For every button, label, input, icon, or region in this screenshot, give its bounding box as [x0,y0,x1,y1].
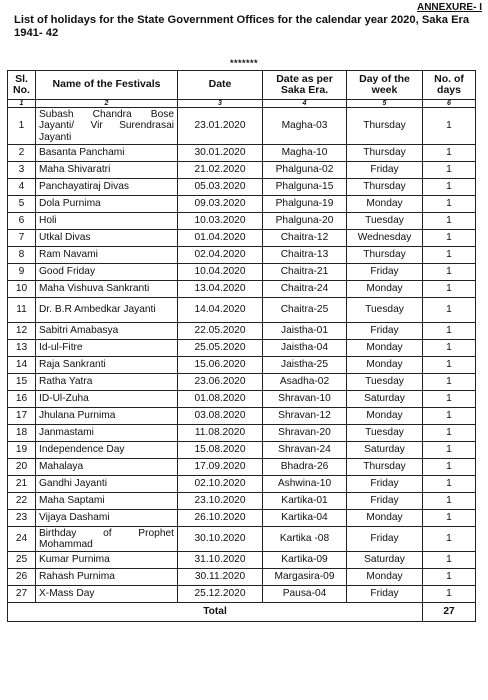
cell-days: 1 [423,298,476,323]
table-row [8,213,476,230]
cell-days: 1 [423,374,476,391]
cell-festival-name: Good Friday [36,264,178,281]
cell-saka-date: Jaistha-25 [263,357,347,374]
cell-sl: 16 [8,391,36,408]
table-row [8,552,476,569]
table-row [8,374,476,391]
cell-weekday: Friday [347,476,423,493]
table-row [8,196,476,213]
cell-days: 1 [423,586,476,603]
cell-saka-date: Shravan-12 [263,408,347,425]
cell-date: 23.01.2020 [178,108,263,145]
table-row [8,510,476,527]
cell-saka-date: Kartika -08 [263,527,347,552]
cell-weekday: Monday [347,281,423,298]
header-saka: Date as per Saka Era. [263,71,347,100]
cell-date: 01.04.2020 [178,230,263,247]
table-row [8,586,476,603]
table-row [8,108,476,145]
holiday-rows [8,108,476,603]
table-row [8,391,476,408]
table-row [8,281,476,298]
cell-weekday: Friday [347,323,423,340]
cell-date: 13.04.2020 [178,281,263,298]
cell-weekday: Friday [347,493,423,510]
cell-date: 30.10.2020 [178,527,263,552]
total-label: Total [8,603,423,622]
cell-weekday: Tuesday [347,374,423,391]
cell-weekday: Tuesday [347,298,423,323]
table-row [8,459,476,476]
cell-date: 23.06.2020 [178,374,263,391]
cell-days: 1 [423,459,476,476]
cell-date: 25.05.2020 [178,340,263,357]
header-days: No. of days [423,71,476,100]
cell-saka-date: Chaitra-12 [263,230,347,247]
cell-sl: 4 [8,179,36,196]
cell-weekday: Saturday [347,391,423,408]
table-row [8,179,476,196]
cell-sl: 3 [8,162,36,179]
header-sl: Sl. No. [8,71,36,100]
cell-sl: 5 [8,196,36,213]
cell-sl: 19 [8,442,36,459]
cell-weekday: Monday [347,357,423,374]
table-row [8,298,476,323]
cell-saka-date: Phalguna-15 [263,179,347,196]
cell-saka-date: Kartika-09 [263,552,347,569]
cell-saka-date: Chaitra-24 [263,281,347,298]
cell-sl: 27 [8,586,36,603]
header-row [8,71,476,100]
cell-days: 1 [423,323,476,340]
cell-sl: 1 [8,108,36,145]
table-row [8,145,476,162]
cell-festival-name: Maha Saptami [36,493,178,510]
cell-weekday: Friday [347,586,423,603]
cell-date: 15.06.2020 [178,357,263,374]
cell-saka-date: Kartika-01 [263,493,347,510]
cell-festival-name: Raja Sankranti [36,357,178,374]
cell-days: 1 [423,552,476,569]
table-row [8,357,476,374]
cell-festival-name: X-Mass Day [36,586,178,603]
cell-days: 1 [423,179,476,196]
cell-date: 09.03.2020 [178,196,263,213]
cell-date: 01.08.2020 [178,391,263,408]
cell-sl: 8 [8,247,36,264]
cell-sl: 21 [8,476,36,493]
cell-festival-name: Sabitri Amabasya [36,323,178,340]
cell-sl: 26 [8,569,36,586]
cell-days: 1 [423,391,476,408]
cell-saka-date: Asadha-02 [263,374,347,391]
cell-saka-date: Chaitra-21 [263,264,347,281]
cell-days: 1 [423,247,476,264]
cell-days: 1 [423,425,476,442]
cell-festival-name: Ratha Yatra [36,374,178,391]
cell-saka-date: Jaistha-01 [263,323,347,340]
cell-days: 1 [423,108,476,145]
column-index: 2 [36,100,178,108]
cell-weekday: Monday [347,340,423,357]
cell-saka-date: Jaistha-04 [263,340,347,357]
cell-festival-name: Utkal Divas [36,230,178,247]
cell-date: 10.04.2020 [178,264,263,281]
header-date: Date [178,71,263,100]
cell-date: 31.10.2020 [178,552,263,569]
cell-weekday: Monday [347,510,423,527]
cell-date: 14.04.2020 [178,298,263,323]
cell-days: 1 [423,442,476,459]
cell-festival-name: Subash Chandra Bose Jayanti/ Vir Surendrasai Jayanti [36,108,178,145]
table-row [8,408,476,425]
cell-sl: 14 [8,357,36,374]
cell-date: 05.03.2020 [178,179,263,196]
cell-weekday: Thursday [347,247,423,264]
table-row [8,527,476,552]
cell-date: 02.10.2020 [178,476,263,493]
cell-weekday: Monday [347,408,423,425]
cell-festival-name: Jhulana Purnima [36,408,178,425]
cell-festival-name: Ram Navami [36,247,178,264]
cell-weekday: Monday [347,569,423,586]
cell-date: 25.12.2020 [178,586,263,603]
cell-days: 1 [423,527,476,552]
cell-sl: 12 [8,323,36,340]
cell-days: 1 [423,357,476,374]
cell-sl: 9 [8,264,36,281]
cell-saka-date: Kartika-04 [263,510,347,527]
separator-stars: ******* [229,58,259,68]
cell-saka-date: Phalguna-20 [263,213,347,230]
cell-sl: 17 [8,408,36,425]
cell-festival-name: Gandhi Jayanti [36,476,178,493]
column-index: 6 [423,100,476,108]
table-row [8,230,476,247]
cell-date: 22.05.2020 [178,323,263,340]
cell-date: 21.02.2020 [178,162,263,179]
cell-weekday: Tuesday [347,425,423,442]
cell-date: 11.08.2020 [178,425,263,442]
table-row [8,247,476,264]
cell-days: 1 [423,162,476,179]
cell-festival-name: Independence Day [36,442,178,459]
table-row [8,493,476,510]
cell-days: 1 [423,408,476,425]
cell-sl: 6 [8,213,36,230]
cell-sl: 23 [8,510,36,527]
cell-days: 1 [423,196,476,213]
cell-date: 10.03.2020 [178,213,263,230]
cell-saka-date: Shravan-20 [263,425,347,442]
table-row [8,264,476,281]
cell-days: 1 [423,493,476,510]
document-title: List of holidays for the State Government Offices for the calendar year 2020, Saka Era 1941- 42 [14,14,470,39]
cell-festival-name: Panchayatiraj Divas [36,179,178,196]
cell-festival-name: Rahash Purnima [36,569,178,586]
cell-saka-date: Phalguna-02 [263,162,347,179]
cell-days: 1 [423,213,476,230]
column-index: 5 [347,100,423,108]
cell-sl: 25 [8,552,36,569]
cell-date: 02.04.2020 [178,247,263,264]
cell-date: 15.08.2020 [178,442,263,459]
cell-sl: 22 [8,493,36,510]
cell-date: 30.11.2020 [178,569,263,586]
cell-saka-date: Shravan-10 [263,391,347,408]
cell-saka-date: Magha-03 [263,108,347,145]
cell-days: 1 [423,340,476,357]
cell-sl: 11 [8,298,36,323]
cell-days: 1 [423,510,476,527]
cell-weekday: Monday [347,196,423,213]
cell-days: 1 [423,264,476,281]
table-row [8,162,476,179]
column-index: 4 [263,100,347,108]
cell-saka-date: Shravan-24 [263,442,347,459]
cell-sl: 20 [8,459,36,476]
table-row [8,323,476,340]
cell-sl: 13 [8,340,36,357]
cell-sl: 24 [8,527,36,552]
cell-festival-name: Vijaya Dashami [36,510,178,527]
cell-date: 23.10.2020 [178,493,263,510]
cell-sl: 10 [8,281,36,298]
cell-saka-date: Chaitra-25 [263,298,347,323]
cell-saka-date: Margasira-09 [263,569,347,586]
cell-festival-name: Dr. B.R Ambedkar Jayanti [36,298,178,323]
cell-festival-name: Mahalaya [36,459,178,476]
cell-days: 1 [423,569,476,586]
table-row [8,569,476,586]
cell-weekday: Friday [347,162,423,179]
cell-festival-name: Dola Purnima [36,196,178,213]
cell-sl: 15 [8,374,36,391]
cell-saka-date: Pausa-04 [263,586,347,603]
header-day: Day of the week [347,71,423,100]
table-row [8,442,476,459]
cell-festival-name: Birthday of Prophet Mohammad [36,527,178,552]
cell-weekday: Saturday [347,442,423,459]
cell-days: 1 [423,476,476,493]
cell-festival-name: Basanta Panchami [36,145,178,162]
cell-festival-name: Id-ul-Fitre [36,340,178,357]
cell-weekday: Thursday [347,108,423,145]
header-name: Name of the Festivals [36,71,178,100]
cell-saka-date: Chaitra-13 [263,247,347,264]
cell-festival-name: Holi [36,213,178,230]
cell-weekday: Thursday [347,179,423,196]
column-index: 1 [8,100,36,108]
cell-sl: 7 [8,230,36,247]
column-index: 3 [178,100,263,108]
cell-date: 17.09.2020 [178,459,263,476]
column-index-row [8,100,476,108]
cell-festival-name: Maha Shivaratri [36,162,178,179]
cell-weekday: Saturday [347,552,423,569]
total-row [8,603,476,622]
cell-date: 26.10.2020 [178,510,263,527]
cell-festival-name: ID-Ul-Zuha [36,391,178,408]
cell-sl: 18 [8,425,36,442]
total-value: 27 [423,603,476,622]
annexure-label: ANNEXURE- I [416,2,482,13]
cell-date: 03.08.2020 [178,408,263,425]
table-row [8,340,476,357]
cell-weekday: Tuesday [347,213,423,230]
cell-saka-date: Phalguna-19 [263,196,347,213]
cell-festival-name: Janmastami [36,425,178,442]
cell-sl: 2 [8,145,36,162]
cell-weekday: Friday [347,264,423,281]
cell-saka-date: Bhadra-26 [263,459,347,476]
cell-days: 1 [423,230,476,247]
cell-days: 1 [423,145,476,162]
cell-days: 1 [423,281,476,298]
cell-saka-date: Magha-10 [263,145,347,162]
holiday-table [7,70,476,622]
table-row [8,425,476,442]
cell-weekday: Thursday [347,459,423,476]
cell-festival-name: Kumar Purnima [36,552,178,569]
cell-saka-date: Ashwina-10 [263,476,347,493]
cell-date: 30.01.2020 [178,145,263,162]
cell-weekday: Wednesday [347,230,423,247]
table-row [8,476,476,493]
cell-festival-name: Maha Vishuva Sankranti [36,281,178,298]
cell-weekday: Friday [347,527,423,552]
cell-weekday: Thursday [347,145,423,162]
